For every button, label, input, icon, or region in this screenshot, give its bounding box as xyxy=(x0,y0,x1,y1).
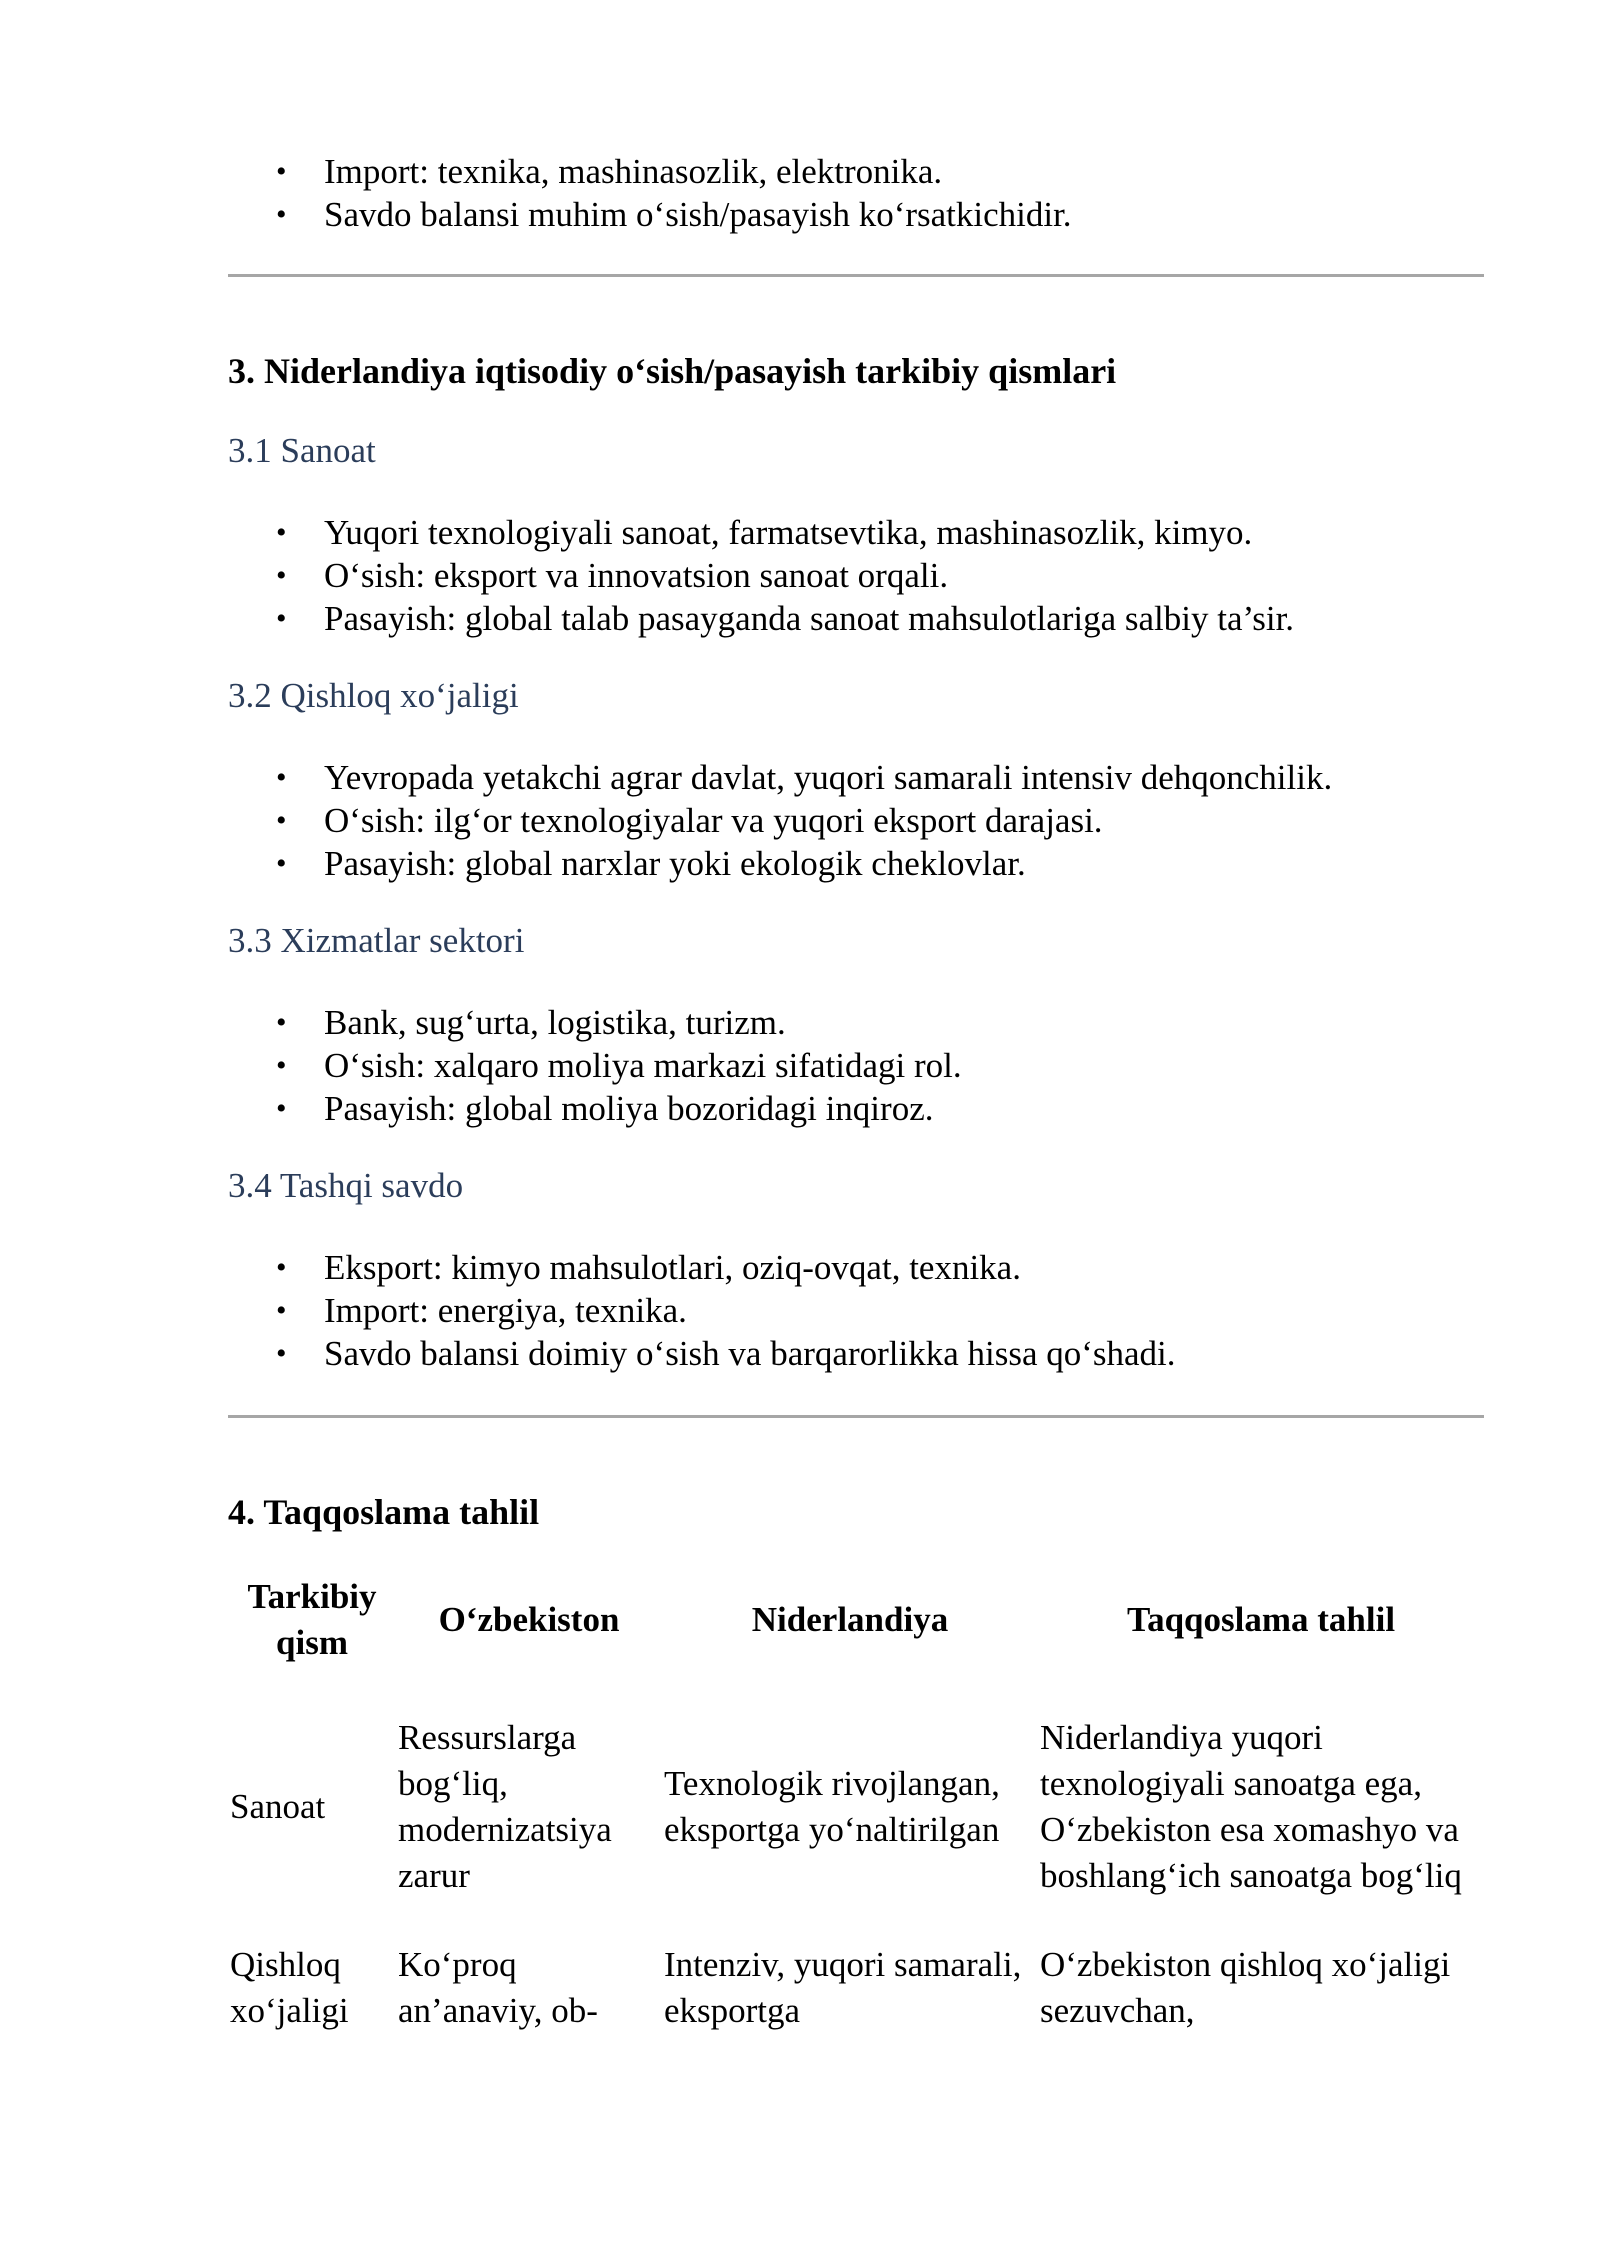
list-item: • Savdo balansi doimiy o‘sish va barqarorlikka hissa qo‘shadi. xyxy=(276,1334,1176,1373)
list-item: • Pasayish: global talab pasayganda sanoat mahsulotlariga salbiy ta’sir. xyxy=(276,599,1295,638)
list-item: • Yuqori texnologiyali sanoat, farmatsevtika, mashinasozlik, kimyo. xyxy=(276,513,1253,552)
bullet-icon: • xyxy=(276,1251,287,1284)
bullet-icon: • xyxy=(276,1049,287,1082)
subsection-3-2-title: 3.2 Qishloq xo‘jaligi xyxy=(228,676,519,715)
subsection-3-1-list xyxy=(228,511,1484,640)
bullet-icon: • xyxy=(276,804,287,837)
section-4-title: 4. Taqqoslama tahlil xyxy=(228,1492,540,1532)
table-header-row xyxy=(228,1568,1484,1672)
list-item: • O‘sish: xalqaro moliya markazi sifatidagi rol. xyxy=(276,1046,962,1085)
list-item: • Pasayish: global moliya bozoridagi inqiroz. xyxy=(276,1089,934,1128)
list-item: • Import: energiya, texnika. xyxy=(276,1291,687,1330)
subsection-3-2-list xyxy=(228,756,1484,885)
table-cell: Qishloq xo‘jaligi xyxy=(230,1945,349,2030)
column-header: Taqqoslama tahlil xyxy=(1126,1600,1396,1639)
column-header: Niderlandiya xyxy=(751,1600,949,1639)
document-page xyxy=(228,150,1484,2034)
list-item: • Yevropada yetakchi agrar davlat, yuqori samarali intensiv dehqonchilik. xyxy=(276,758,1333,797)
bullet-icon: • xyxy=(276,198,287,231)
table-cell: Texnologik rivojlangan, eksportga yo‘naltirilgan xyxy=(664,1764,1000,1849)
list-item: • Eksport: kimyo mahsulotlari, oziq-ovqat, texnika. xyxy=(276,1248,1021,1287)
bullet-icon: • xyxy=(276,516,287,549)
bullet-icon: • xyxy=(276,1294,287,1327)
list-item: • Savdo balansi muhim o‘sish/pasayish ko‘rsatkichidir. xyxy=(276,195,1072,234)
subsection-3-4-list xyxy=(228,1246,1484,1375)
section-3-title: 3. Niderlandiya iqtisodiy o‘sish/pasayish tarkibiy qismlari xyxy=(228,351,1117,391)
list-item: • Import: texnika, mashinasozlik, elektronika. xyxy=(276,152,943,191)
top-bullet-list xyxy=(228,150,1484,236)
bullet-icon: • xyxy=(276,559,287,592)
table-cell: Ko‘proq an’anaviy, ob- xyxy=(398,1945,598,2030)
bullet-icon: • xyxy=(276,1337,287,1370)
table-row xyxy=(228,1942,1484,2034)
subsection-3-3-list xyxy=(228,1001,1484,1130)
table-cell: O‘zbekiston qishloq xo‘jaligi sezuvchan, xyxy=(1040,1945,1451,2030)
list-item: • O‘sish: ilg‘or texnologiyalar va yuqori eksport darajasi. xyxy=(276,801,1103,840)
subsection-3-3-title: 3.3 Xizmatlar sektori xyxy=(228,921,525,960)
bullet-icon: • xyxy=(276,761,287,794)
horizontal-divider xyxy=(228,274,1484,277)
table-cell: Intenziv, yuqori samarali, eksportga xyxy=(664,1945,1022,2030)
column-header: O‘zbekiston xyxy=(438,1600,620,1639)
table-cell: Ressurslarga bog‘liq, modernizatsiya zarur xyxy=(398,1718,612,1895)
bullet-icon: • xyxy=(276,602,287,635)
table-cell: Niderlandiya yuqori texnologiyali sanoatga ega, O‘zbekiston esa xomashyo va boshlang‘ich sanoatga bog‘liq xyxy=(1040,1718,1462,1895)
subsection-3-1-title: 3.1 Sanoat xyxy=(228,431,376,470)
column-header: Tarkibiy qism xyxy=(247,1577,377,1662)
list-item: • Bank, sug‘urta, logistika, turizm. xyxy=(276,1003,786,1042)
bullet-icon: • xyxy=(276,155,287,188)
table-cell: Sanoat xyxy=(230,1787,326,1826)
horizontal-divider xyxy=(228,1415,1484,1418)
bullet-icon: • xyxy=(276,1006,287,1039)
subsection-3-4-title: 3.4 Tashqi savdo xyxy=(228,1166,464,1205)
comparison-table xyxy=(228,1568,1484,2034)
bullet-icon: • xyxy=(276,1092,287,1125)
table-row xyxy=(228,1672,1484,1942)
bullet-icon: • xyxy=(276,847,287,880)
list-item: • O‘sish: eksport va innovatsion sanoat orqali. xyxy=(276,556,949,595)
list-item: • Pasayish: global narxlar yoki ekologik cheklovlar. xyxy=(276,844,1026,883)
